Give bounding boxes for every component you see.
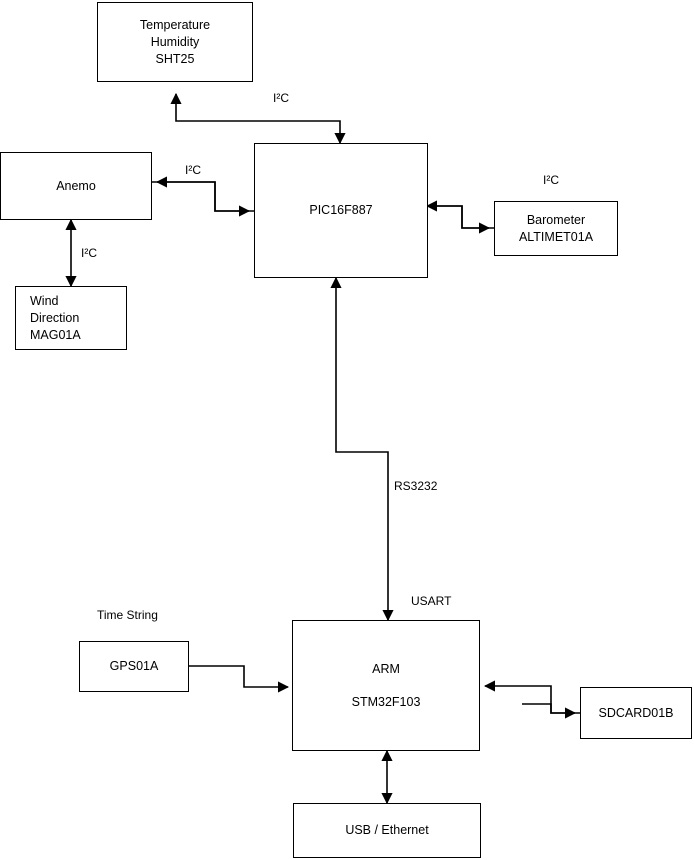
node-sdcard01b-label: SDCARD01B (598, 705, 674, 720)
node-pic16f887-label: PIC16F887 (309, 203, 373, 217)
edge-label-usart: USART (411, 594, 452, 608)
node-gps01a-label: GPS01A (109, 659, 159, 673)
edge-label-i2c-sht25: I²C (273, 91, 289, 105)
node-anemo[interactable] (0, 152, 152, 220)
wire-arm-to-pic (336, 278, 388, 620)
node-arm-line-2: STM32F103 (351, 694, 421, 709)
wire-gps-to-arm (189, 666, 288, 687)
edge-label-rs3232: RS3232 (394, 479, 438, 493)
node-pic16f887[interactable] (254, 143, 428, 278)
node-barometer-line-2: ALTIMET01A (518, 229, 594, 244)
node-barometer-line-1: Barometer (526, 212, 586, 227)
node-wind-direction-line-1: Wind (30, 293, 59, 308)
wire-pic-to-sht25 (176, 94, 340, 143)
node-usb-ethernet[interactable] (293, 803, 481, 858)
node-sht25-line-1: Temperature (139, 17, 211, 32)
node-barometer[interactable] (494, 201, 618, 256)
edge-label-i2c-barometer: I²C (543, 173, 559, 187)
node-anemo-label: Anemo (56, 178, 96, 193)
node-sdcard01b[interactable] (580, 687, 692, 739)
edge-label-i2c-anemo: I²C (185, 163, 201, 177)
wire-anemo-to-pic (152, 182, 254, 211)
edge-label-i2c-winddir: I²C (81, 246, 97, 260)
node-usb-ethernet-label: USB / Ethernet (345, 823, 429, 837)
node-arm-line-1: ARM (372, 661, 400, 676)
wire-arm-to-sdcard (485, 686, 580, 713)
node-wind-direction[interactable] (15, 286, 127, 350)
node-sht25[interactable] (97, 2, 253, 82)
node-sht25-line-3: SHT25 (155, 51, 195, 66)
node-arm-stm32f103[interactable] (292, 620, 480, 751)
edge-label-time-string: Time String (97, 608, 158, 622)
wire-pic-to-barometer (427, 206, 494, 228)
node-gps01a[interactable] (79, 641, 189, 692)
node-wind-direction-line-3: MAG01A (30, 327, 81, 342)
node-wind-direction-line-2: Direction (30, 310, 80, 325)
node-sht25-line-2: Humidity (150, 34, 200, 49)
